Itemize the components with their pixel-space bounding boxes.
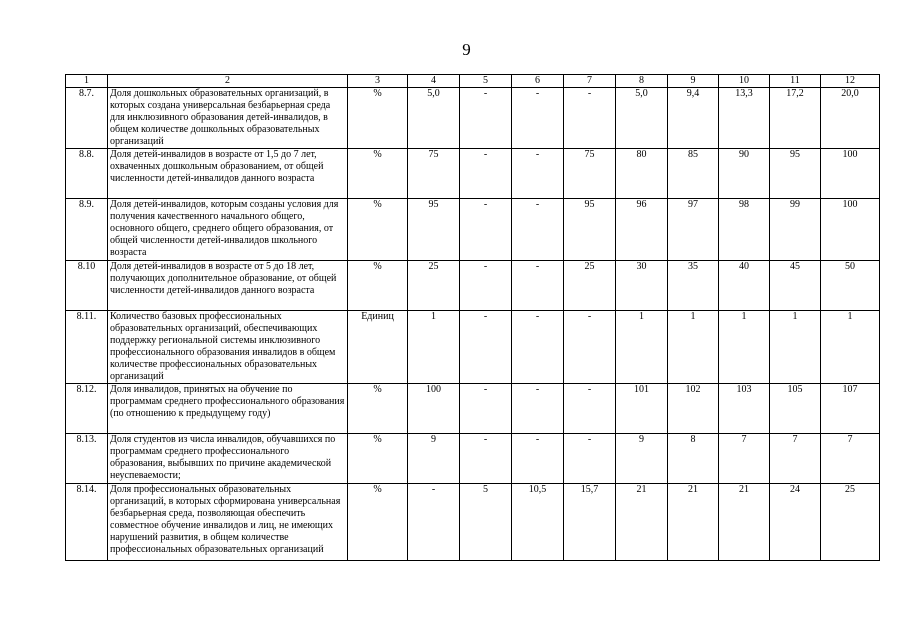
row-number-cell: 8.8.	[66, 149, 108, 199]
value-cell: 101	[616, 384, 668, 434]
value-cell: 99	[770, 199, 821, 261]
value-cell: 21	[616, 484, 668, 561]
value-cell: 96	[616, 199, 668, 261]
indicator-name-cell: Количество базовых профессиональных образовательных организаций, обеспечивающих поддержку региональной системы инклюзивного профессионального образования инвалидов в общем количестве профессиональных образовательных организаций	[108, 311, 348, 384]
value-cell: -	[460, 434, 512, 484]
indicator-name-cell: Доля детей-инвалидов, которым созданы условия для получения качественного начального общего, основного общего, среднего общего образования, от общей численности детей-инвалидов школьного возраста	[108, 199, 348, 261]
value-cell: 1	[408, 311, 460, 384]
row-number-cell: 8.9.	[66, 199, 108, 261]
column-header: 7	[564, 75, 616, 88]
value-cell: 98	[719, 199, 770, 261]
unit-cell: %	[348, 88, 408, 149]
value-cell: 90	[719, 149, 770, 199]
value-cell: 30	[616, 261, 668, 311]
value-cell: 107	[821, 384, 880, 434]
value-cell: 95	[564, 199, 616, 261]
table-row	[66, 434, 880, 484]
row-number-cell: 8.7.	[66, 88, 108, 149]
column-header: 10	[719, 75, 770, 88]
unit-cell: %	[348, 384, 408, 434]
value-cell: -	[512, 311, 564, 384]
unit-cell: %	[348, 434, 408, 484]
value-cell: -	[512, 199, 564, 261]
column-header: 11	[770, 75, 821, 88]
value-cell: 5,0	[408, 88, 460, 149]
column-header: 2	[108, 75, 348, 88]
column-header: 12	[821, 75, 880, 88]
value-cell: -	[564, 88, 616, 149]
value-cell: 100	[821, 199, 880, 261]
value-cell: -	[564, 434, 616, 484]
value-cell: 7	[821, 434, 880, 484]
value-cell: -	[512, 149, 564, 199]
value-cell: -	[512, 384, 564, 434]
value-cell: 50	[821, 261, 880, 311]
value-cell: -	[408, 484, 460, 561]
value-cell: -	[460, 199, 512, 261]
value-cell: 95	[408, 199, 460, 261]
indicator-name-cell: Доля детей-инвалидов в возрасте от 1,5 до 7 лет, охваченных дошкольным образованием, от общей численности детей-инвалидов данного возраста	[108, 149, 348, 199]
column-header: 8	[616, 75, 668, 88]
table-header-row	[66, 75, 880, 88]
row-number-cell: 8.11.	[66, 311, 108, 384]
unit-cell: %	[348, 484, 408, 561]
value-cell: 24	[770, 484, 821, 561]
value-cell: 100	[821, 149, 880, 199]
column-header: 3	[348, 75, 408, 88]
value-cell: 5,0	[616, 88, 668, 149]
unit-cell: Единиц	[348, 311, 408, 384]
column-header: 1	[66, 75, 108, 88]
unit-cell: %	[348, 199, 408, 261]
table-row	[66, 484, 880, 561]
value-cell: -	[512, 434, 564, 484]
value-cell: -	[512, 88, 564, 149]
row-number-cell: 8.14.	[66, 484, 108, 561]
column-header: 6	[512, 75, 564, 88]
column-header: 5	[460, 75, 512, 88]
value-cell: -	[460, 384, 512, 434]
value-cell: 9	[408, 434, 460, 484]
value-cell: 105	[770, 384, 821, 434]
table-row	[66, 88, 880, 149]
value-cell: 13,3	[719, 88, 770, 149]
value-cell: -	[564, 384, 616, 434]
value-cell: 1	[719, 311, 770, 384]
value-cell: -	[460, 261, 512, 311]
value-cell: 75	[408, 149, 460, 199]
value-cell: 7	[719, 434, 770, 484]
value-cell: -	[564, 311, 616, 384]
value-cell: 7	[770, 434, 821, 484]
value-cell: 102	[668, 384, 719, 434]
value-cell: 9,4	[668, 88, 719, 149]
value-cell: 1	[668, 311, 719, 384]
unit-cell: %	[348, 261, 408, 311]
value-cell: 75	[564, 149, 616, 199]
row-number-cell: 8.13.	[66, 434, 108, 484]
value-cell: 100	[408, 384, 460, 434]
value-cell: 95	[770, 149, 821, 199]
table-row	[66, 311, 880, 384]
value-cell: 15,7	[564, 484, 616, 561]
value-cell: 1	[770, 311, 821, 384]
value-cell: 9	[616, 434, 668, 484]
indicators-table	[65, 74, 880, 561]
column-header: 9	[668, 75, 719, 88]
indicator-name-cell: Доля студентов из числа инвалидов, обучавшихся по программам среднего профессионального образования, выбывших по причине академической неуспеваемости;	[108, 434, 348, 484]
value-cell: 80	[616, 149, 668, 199]
table-row	[66, 199, 880, 261]
value-cell: 40	[719, 261, 770, 311]
value-cell: 103	[719, 384, 770, 434]
value-cell: 21	[668, 484, 719, 561]
value-cell: -	[460, 88, 512, 149]
value-cell: -	[512, 261, 564, 311]
value-cell: 1	[821, 311, 880, 384]
page-number: 9	[462, 40, 471, 59]
column-header: 4	[408, 75, 460, 88]
table-row	[66, 384, 880, 434]
value-cell: 1	[616, 311, 668, 384]
value-cell: -	[460, 311, 512, 384]
table-row	[66, 261, 880, 311]
value-cell: 10,5	[512, 484, 564, 561]
indicator-name-cell: Доля дошкольных образовательных организаций, в которых создана универсальная безбарьерная среда для инклюзивного образования детей-инвалидов, в общем количестве дошкольных образовательных организаций	[108, 88, 348, 149]
value-cell: 45	[770, 261, 821, 311]
value-cell: 17,2	[770, 88, 821, 149]
row-number-cell: 8.12.	[66, 384, 108, 434]
value-cell: 25	[408, 261, 460, 311]
value-cell: 85	[668, 149, 719, 199]
indicator-name-cell: Доля инвалидов, принятых на обучение по программам среднего профессионального образования (по отношению к предыдущему году)	[108, 384, 348, 434]
table-row	[66, 149, 880, 199]
indicator-name-cell: Доля детей-инвалидов в возрасте от 5 до 18 лет, получающих дополнительное образование, от общей численности детей-инвалидов данного возраста	[108, 261, 348, 311]
value-cell: 8	[668, 434, 719, 484]
value-cell: 21	[719, 484, 770, 561]
value-cell: 97	[668, 199, 719, 261]
value-cell: 5	[460, 484, 512, 561]
value-cell: 20,0	[821, 88, 880, 149]
row-number-cell: 8.10	[66, 261, 108, 311]
unit-cell: %	[348, 149, 408, 199]
value-cell: 35	[668, 261, 719, 311]
value-cell: 25	[564, 261, 616, 311]
value-cell: -	[460, 149, 512, 199]
value-cell: 25	[821, 484, 880, 561]
indicator-name-cell: Доля профессиональных образовательных организаций, в которых сформирована универсальная безбарьерная среда, позволяющая обеспечить совместное обучение инвалидов и лиц, не имеющих нарушений развития, в общем количестве профессиональных образовательных организаций	[108, 484, 348, 561]
